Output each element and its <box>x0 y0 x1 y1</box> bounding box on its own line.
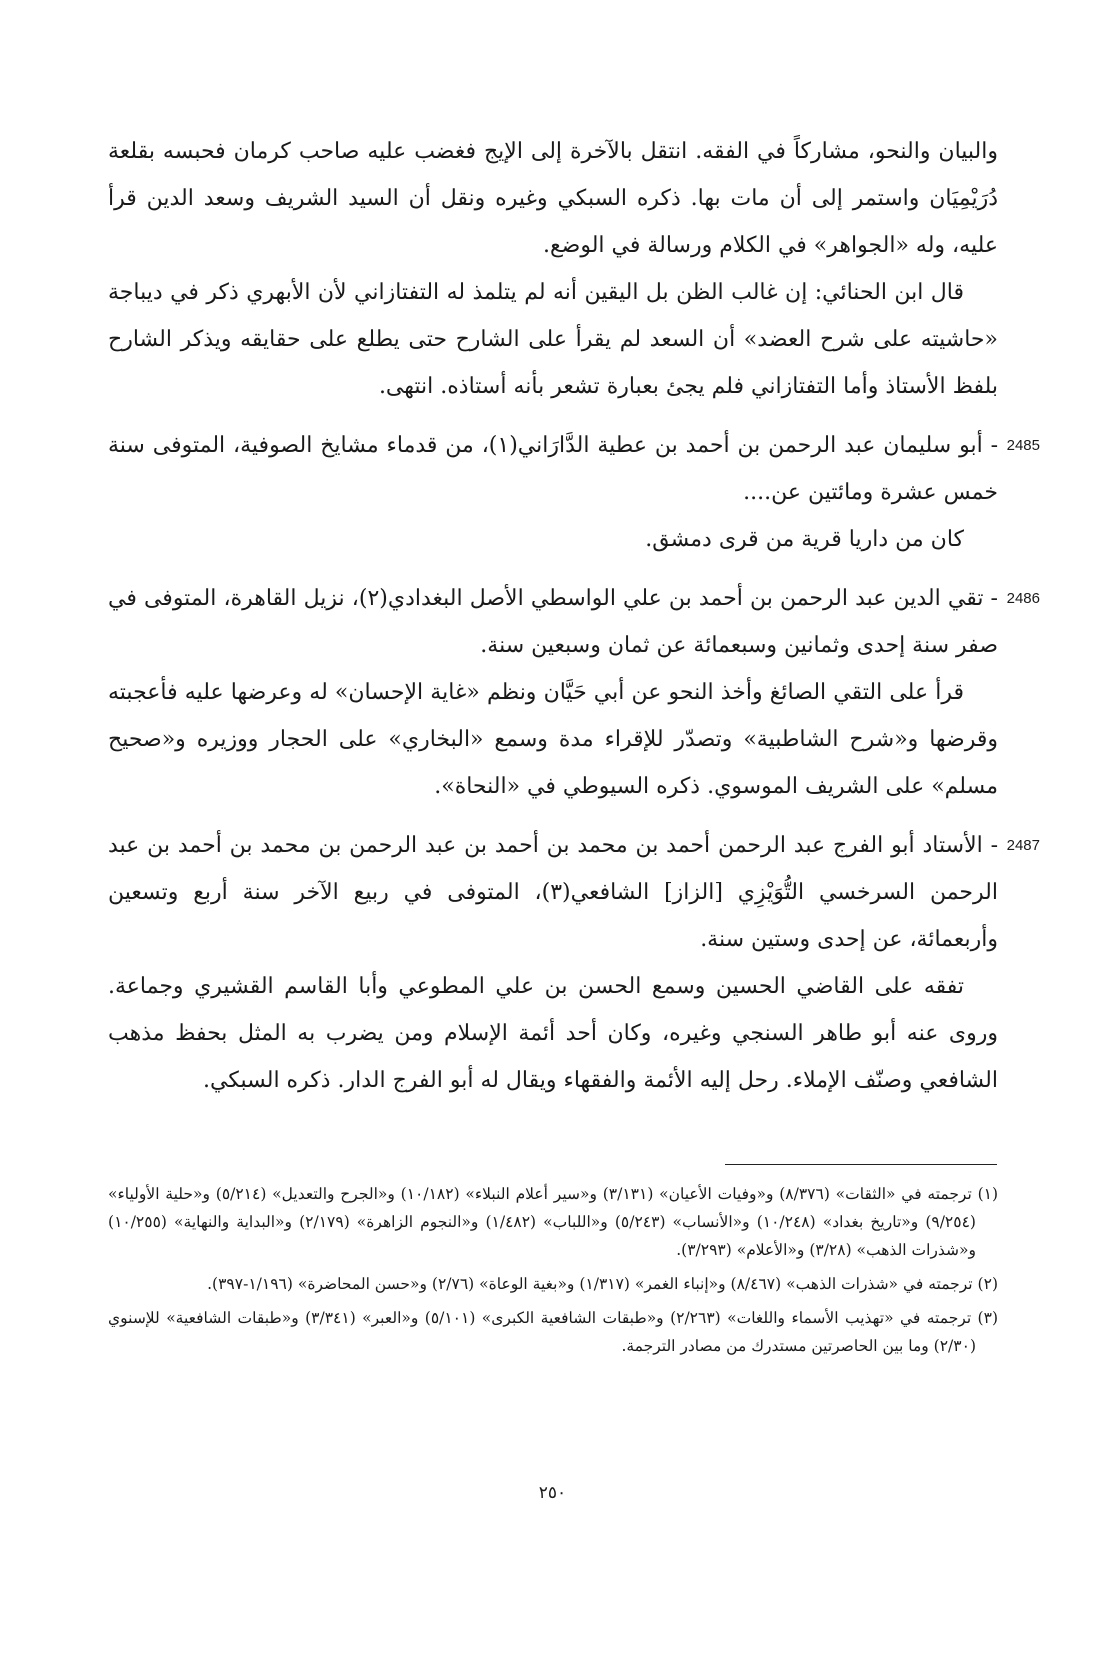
entry-number: 2485 <box>1006 437 1040 454</box>
entry-2487 <box>108 822 1040 1104</box>
main-text <box>108 128 1040 1104</box>
footnote-separator <box>725 1164 997 1165</box>
entry-number: 2486 <box>1006 590 1040 607</box>
footnote-1: (١) ترجمته في «الثقات» (٨/٣٧٦) و«وفيات الأعيان» (٣/١٣١) و«سير أعلام النبلاء» (١٠/١٨٢) و«الجرح والتعديل» (٥/٢١٤) و«حلية الأولياء» (٩/٢٥٤) و«تاريخ بغداد» (١٠/٢٤٨) و«الأنساب» (٥/٢٤٣) و«اللباب» (١/٤٨٢) و«النجوم الزاهرة» (٢/١٧٩) و«البداية والنهاية» (١٠/٢٥٥) و«شذرات الذهب» (٣/٢٨) و«الأعلام» (٣/٢٩٣). <box>108 1185 999 1259</box>
page-number: ٢٥٠ <box>538 1483 567 1503</box>
entry-body: كان من داريا قرية من قرى دمشق. <box>645 527 964 552</box>
entry-heading <box>108 422 1040 516</box>
entry-heading <box>108 822 1040 963</box>
entry-title: - أبو سليمان عبد الرحمن بن أحمد بن عطية الدَّارَاني(١)، من قدماء مشايخ الصوفية، المتوفى سنة خمس عشرة ومائتين عن.... <box>108 433 998 505</box>
footnotes <box>108 1180 998 1366</box>
entry-number: 2487 <box>1006 837 1040 854</box>
entry-heading <box>108 575 1040 669</box>
entry-body: تفقه على القاضي الحسين وسمع الحسن بن علي المطوعي وأبا القاسم القشيري وجماعة. وروى عنه أبو طاهر السنجي وغيره، وكان أحد أئمة الإسلام ومن يضرب به المثل بحفظ مذهب الشافعي وصنّف الإملاء. رحل إليه الأئمة والفقهاء ويقال له أبو الفرج الدار. ذكره السبكي. <box>108 974 998 1093</box>
entry-2486 <box>108 575 1040 810</box>
footnote-2: (٢) ترجمته في «شذرات الذهب» (٨/٤٦٧) و«إنباء الغمر» (١/٣١٧) و«بغية الوعاة» (٢/٧٦) و«حسن المحاضرة» (١/١٩٦-٣٩٧). <box>207 1275 998 1293</box>
entry-title: - الأستاد أبو الفرج عبد الرحمن أحمد بن محمد بن أحمد بن عبد الرحمن بن محمد بن أحمد بن عبد الرحمن السرخسي التُّوَيْزِي [الزاز] الشافعي(٣)، المتوفى في ربيع الآخر سنة أربع وتسعين وأربعمائة، عن إحدى وستين سنة. <box>108 833 998 952</box>
continuation-paragraph-2: قال ابن الحنائي: إن غالب الظن بل اليقين أنه لم يتلمذ له التفتازاني لأن الأبهري ذكر في ديباجة «حاشيته على شرح العضد» أن السعد لم يقرأ على الشارح حتى يطلع على حقايقه ويذكر الشارح بلفظ الأستاذ وأما التفتازاني فلم يجئ بعبارة تشعر بأنه أستاذه. انتهى. <box>108 280 998 399</box>
footnote-3: (٣) ترجمته في «تهذيب الأسماء واللغات» (٢/٢٦٣) و«طبقات الشافعية الكبرى» (٥/١٠١) و«العبر» (٣/٣٤١) و«طبقات الشافعية» للإسنوي (٢/٣٠) وما بين الحاصرتين مستدرك من مصادر الترجمة. <box>108 1309 998 1355</box>
entry-2485 <box>108 422 1040 563</box>
continuation-paragraph-1: والبيان والنحو، مشاركاً في الفقه. انتقل بالآخرة إلى الإيج فغضب عليه صاحب كرمان فحبسه بقلعة دُرَيْمِيَان واستمر إلى أن مات بها. ذكره السبكي وغيره ونقل أن السيد الشريف وسعد الدين قرأ عليه، وله «الجواهر» في الكلام ورسالة في الوضع. <box>108 139 998 258</box>
entry-body: قرأ على التقي الصائغ وأخذ النحو عن أبي حَيَّان ونظم «غاية الإحسان» له وعرضها عليه فأعجبته وقرضها و«شرح الشاطبية» وتصدّر للإقراء مدة وسمع «البخاري» على الحجار ووزيره و«صحيح مسلم» على الشريف الموسوي. ذكره السيوطي في «النحاة». <box>108 680 998 799</box>
entry-title: - تقي الدين عبد الرحمن بن أحمد بن علي الواسطي الأصل البغدادي(٢)، نزيل القاهرة، المتوفى في صفر سنة إحدى وثمانين وسبعمائة عن ثمان وسبعين سنة. <box>108 586 998 658</box>
